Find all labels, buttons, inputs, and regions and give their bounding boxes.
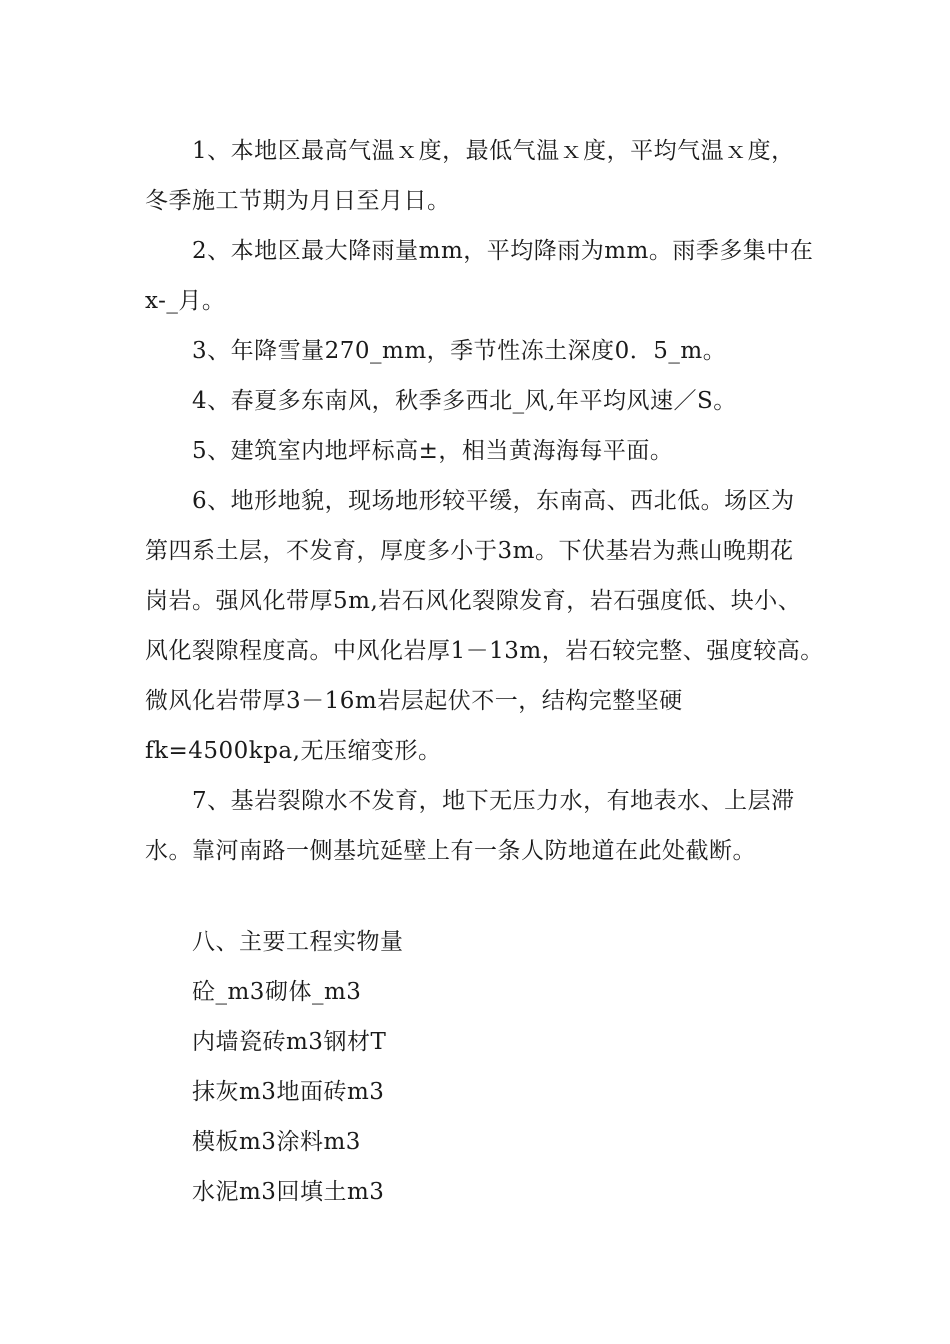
text-line: 7、基岩裂隙水不发育，地下无压力水，有地表水、上层滞	[192, 788, 795, 814]
text-line: 2、本地区最大降雨量mm，平均降雨为mm。雨季多集中在	[192, 238, 814, 264]
text-line: 冬季施工节期为月日至月日。	[145, 188, 451, 214]
text-line: 3、年降雪量270_mm，季节性冻土深度0．5_m。	[192, 338, 727, 364]
section-heading: 八、主要工程实物量	[192, 929, 404, 955]
quantity-line: 模板m3涂料m3	[192, 1129, 361, 1155]
text-line: x-_月。	[145, 288, 226, 314]
text-line: 微风化岩带厚3－16m岩层起伏不一，结构完整坚硬	[145, 688, 683, 714]
quantity-line: 抹灰m3地面砖m3	[192, 1079, 385, 1105]
text-line: 风化裂隙程度高。中风化岩厚1－13m，岩石较完整、强度较高。	[145, 638, 824, 664]
quantity-line: 水泥m3回填土m3	[192, 1179, 385, 1205]
text-line: 第四系土层，不发育，厚度多小于3m。下伏基岩为燕山晚期花	[145, 538, 794, 564]
quantity-line: 砼_m3砌体_m3	[192, 979, 362, 1005]
quantity-line: 内墙瓷砖m3钢材T	[192, 1029, 387, 1055]
text-line: fk=4500kpa,无压缩变形。	[145, 738, 442, 764]
text-line: 1、本地区最高气温ｘ度，最低气温ｘ度，平均气温ｘ度，	[192, 138, 795, 164]
text-line: 4、春夏多东南风，秋季多西北_风,年平均风速／S。	[192, 388, 737, 414]
text-line: 5、建筑室内地坪标高±，相当黄海海每平面。	[192, 438, 674, 464]
text-line: 6、地形地貌，现场地形较平缓，东南高、西北低。场区为	[192, 488, 795, 514]
text-line: 岗岩。强风化带厚5m,岩石风化裂隙发育，岩石强度低、块小、	[145, 588, 802, 614]
text-line: 水。靠河南路一侧基坑延壁上有一条人防地道在此处截断。	[145, 838, 756, 864]
